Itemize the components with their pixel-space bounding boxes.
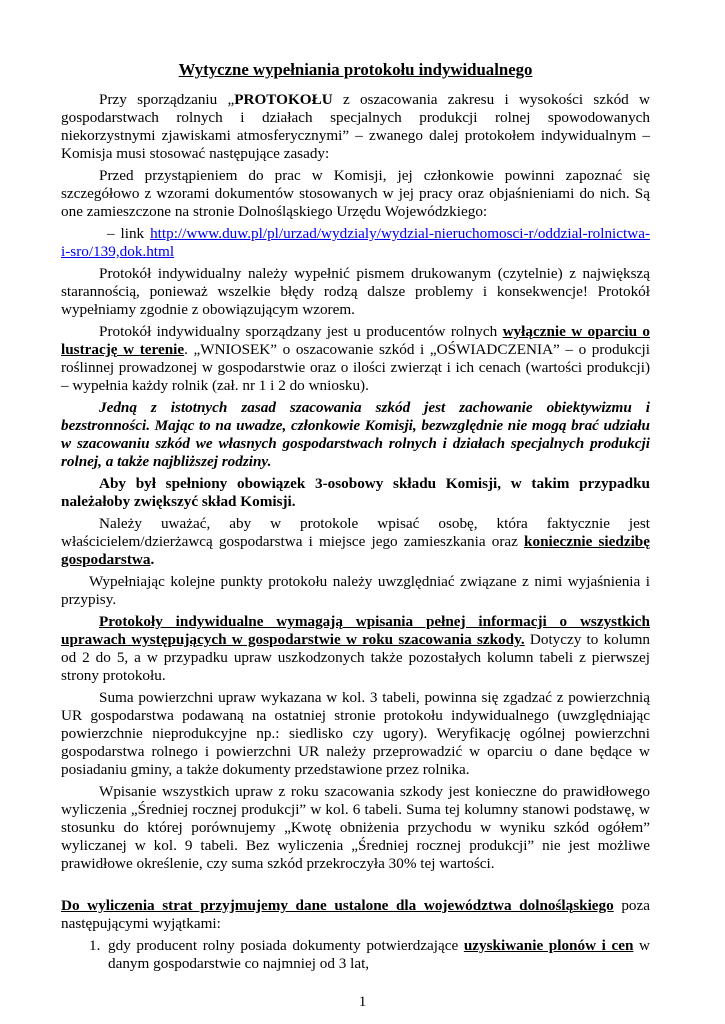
paragraph-intro	[61, 91, 650, 163]
paragraph-run-bold-underline: Do wyliczenia strat przyjmujemy dane ustalone dla województwa dolnośląskiego	[61, 897, 614, 914]
paragraph-run: z oszacowania zakresu i wysokości szkód w gospodarstwach rolnych i działach specjalnych produkcji rolnej spowodowanych niekorzystnymi zjawiskami atmosferycznymi” – zwanego dalej protokołem indywidualnym – Komisja musi stosować następujące zasady:	[61, 91, 650, 162]
paragraph-run-bold-underline: wyłącznie w oparciu o lustrację w terenie	[61, 323, 650, 358]
page-number: 1	[358, 993, 367, 1010]
link-label: link	[120, 225, 145, 242]
paragraph-run-bold-underline: koniecznie siedzibę gospodarstwa	[61, 533, 650, 568]
paragraph-run: Dotyczy to kolumn od 2 do 5, a w przypadku upraw uszkodzonych także pozostałych kolumn tabeli z pierwszej strony protokołu.	[61, 631, 650, 684]
document-body	[61, 60, 650, 977]
paragraph-footnotes: Wypełniając kolejne punkty protokołu należy uwzględniać związane z nimi wyjaśnienia i przypisy.	[61, 573, 650, 608]
paragraph-link	[61, 225, 650, 261]
paragraph-run-bold-underline: uzyskiwanie plonów i cen	[463, 937, 634, 954]
paragraph-run: poza następującymi wyjątkami:	[61, 897, 650, 932]
paragraph-owner-info	[61, 515, 650, 569]
paragraph-field-inspection	[61, 323, 650, 395]
paragraph-run: Przy sporządzaniu „	[99, 91, 235, 108]
dash: –	[107, 225, 115, 242]
paragraph-loss-calculation	[61, 897, 650, 933]
paragraph-run-bold-underline: Protokoły indywidualne wymagają wpisania pełnej informacji o wszystkich uprawach występujących w gospodarstwie w roku szacowania szkody.	[61, 613, 650, 648]
paragraph-run: Protokół indywidualny sporządzany jest u producentów rolnych	[99, 323, 503, 340]
paragraph-legibility: Protokół indywidualny należy wypełnić pismem drukowanym (czytelnie) z największą starannością, ponieważ wszelkie błędy rodzą dalsze problemy i konsekwencje! Protokół wypełniamy zgodnie z obowiązującym wzorem.	[61, 265, 650, 318]
paragraph-run: . „WNIOSEK” o oszacowanie szkód i „OŚWIADCZENIA” – o produkcji roślinnej prowadzonej w gospodarstwie oraz o ilości zwierząt i ich cenach (wartości produkcji) – wypełnia każdy rolnik (zał. nr 1 i 2 do wniosku).	[61, 341, 650, 394]
page-title	[61, 60, 650, 80]
paragraph-full-info	[61, 613, 650, 685]
paragraph-commission-size: Aby był spełniony obowiązek 3-osobowy składu Komisji, w takim przypadku należałoby zwiększyć skład Komisji.	[61, 475, 650, 510]
paragraph-run-bold: PROTOKOŁU	[234, 91, 333, 108]
paragraph-commission-prep: Przed przystąpieniem do prac w Komisji, jej członkowie powinni zapoznać się szczegółowo z wzorami dokumentów stosowanych w jej pracy oraz objaśnieniami do nich. Są one zamieszczone na stronie Dolnośląskiego Urzędu Wojewódzkiego:	[61, 167, 650, 220]
paragraph-objectivity: Jedną z istotnych zasad szacowania szkód jest zachowanie obiektywizmu i bezstronności. Mając to na uwadze, członkowie Komisji, bezwzględnie nie mogą brać udziału w szacowaniu szkód we własnych gospodarstwach rolnych i działach specjalnych produkcji rolnej, a także najbliższej rodziny.	[61, 399, 650, 470]
paragraph-run: gdy producent rolny posiada dokumenty potwierdzające	[108, 937, 464, 954]
paragraph-run-bold: .	[150, 551, 155, 568]
paragraph-run: w danym gospodarstwie co najmniej od 3 lat,	[108, 937, 650, 972]
list-item-text	[108, 937, 650, 973]
paragraph-area-sum: Suma powierzchni upraw wykazana w kol. 3 tabeli, powinna się zgadzać z powierzchnią UR gospodarstwa podawaną na ostatniej stronie protokołu indywidualnego (uwzględniając powierzchnie nieprodukcyjne np.: siedlisko czy ugory). Weryfikację ogólnej powierzchni gospodarstwa rolnego i powierzchni UR należy przeprowadzić w oparciu o dane będące w posiadaniu gminy, a także dokumenty przedstawione przez rolnika.	[61, 689, 650, 778]
list-item-number: 1.	[89, 937, 101, 954]
list-item	[61, 937, 650, 973]
paragraph-average-production: Wpisanie wszystkich upraw z roku szacowania szkody jest konieczne do prawidłowego wyliczenia „Średniej rocznej produkcji” w kol. 6 tabeli. Suma tej kolumny stanowi podstawę, w stosunku do której porównujemy „Kwotę obniżenia przychodu w wyniku szkód ogółem” wyliczanej w kol. 9 tabeli. Bez wyliczenia „Średniej rocznej produkcji” nie jest możliwe prawidłowe określenie, czy suma szkód przekroczyła 30% tej wartości.	[61, 783, 650, 872]
duw-hyperlink[interactable]: http://www.duw.pl/pl/urzad/wydzialy/wydzial-nieruchomosci-r/oddzial-rolnictwa-i-sro/139,dok.html	[61, 225, 650, 260]
paragraph-run: Należy uważać, aby w protokole wpisać osobę, która faktycznie jest właścicielem/dzierżawcą gospodarstwa i miejsce jego zamieszkania oraz	[61, 515, 650, 550]
page-title-text: Wytyczne wypełniania protokołu indywidualnego	[178, 60, 533, 79]
